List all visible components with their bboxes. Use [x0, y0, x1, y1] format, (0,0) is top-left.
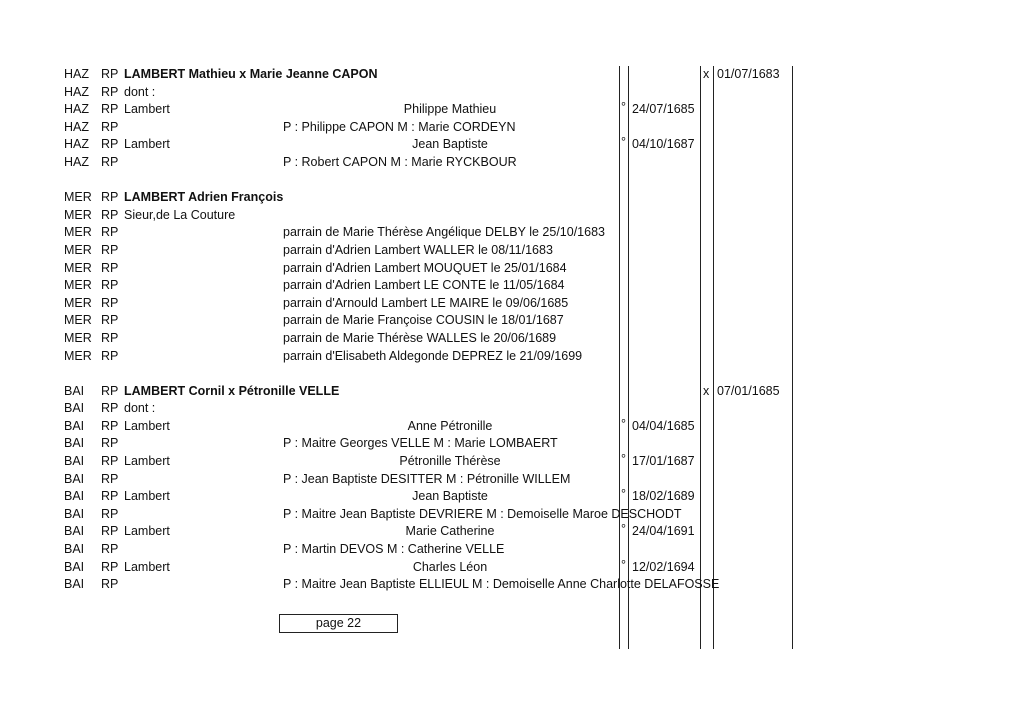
record-detail: P : Martin DEVOS M : Catherine VELLE	[283, 542, 505, 557]
record-row	[0, 418, 1024, 436]
record-row	[0, 189, 1024, 207]
page-number-box	[279, 614, 398, 633]
parish-code: MER	[64, 190, 92, 205]
record-row	[0, 471, 1024, 489]
source-code: RP	[101, 559, 119, 574]
record-name: LAMBERT Adrien François	[124, 190, 284, 205]
parish-code: BAI	[64, 506, 85, 521]
birth-date: 04/10/1687	[632, 137, 695, 152]
source-code: RP	[101, 506, 119, 521]
record-row	[0, 260, 1024, 278]
record-detail: parrain d'Elisabeth Aldegonde DEPREZ le 21/09/1699	[283, 348, 583, 363]
source-code: RP	[101, 524, 119, 539]
parish-code: MER	[64, 313, 92, 328]
record-row	[0, 101, 1024, 119]
record-detail: parrain d'Adrien Lambert LE CONTE le 11/05/1684	[283, 278, 565, 293]
birth-mark: °	[621, 487, 626, 502]
given-names: Anne Pétronille	[407, 418, 493, 433]
given-names: Jean Baptiste	[412, 137, 488, 152]
birth-mark: °	[621, 416, 626, 431]
record-row	[0, 207, 1024, 225]
source-code: RP	[101, 154, 119, 169]
parish-code: BAI	[64, 401, 85, 416]
source-code: RP	[101, 119, 119, 134]
parish-code: MER	[64, 242, 92, 257]
source-code: RP	[101, 418, 119, 433]
record-row	[0, 348, 1024, 366]
record-row	[0, 435, 1024, 453]
record-name: Lambert	[124, 524, 170, 539]
record-row	[0, 506, 1024, 524]
source-code: RP	[101, 102, 119, 117]
source-code: RP	[101, 278, 119, 293]
record-row	[0, 541, 1024, 559]
record-row	[0, 136, 1024, 154]
source-code: RP	[101, 225, 119, 240]
record-detail: parrain d'Adrien Lambert MOUQUET le 25/01/1684	[283, 260, 567, 275]
record-name: Lambert	[124, 454, 170, 469]
record-detail: P : Maitre Georges VELLE M : Marie LOMBAERT	[283, 436, 558, 451]
parish-code: HAZ	[64, 102, 89, 117]
record-row	[0, 242, 1024, 260]
parish-code: MER	[64, 278, 92, 293]
given-names: Marie Catherine	[405, 524, 495, 539]
parish-code: MER	[64, 330, 92, 345]
parish-code: MER	[64, 260, 92, 275]
birth-date: 24/07/1685	[632, 102, 695, 117]
section-gap	[0, 365, 1024, 383]
record-name: Lambert	[124, 418, 170, 433]
record-row	[0, 277, 1024, 295]
record-row	[0, 559, 1024, 577]
record-detail: P : Maitre Jean Baptiste DEVRIERE M : Demoiselle Maroe DESCHODT	[283, 506, 682, 521]
record-row	[0, 453, 1024, 471]
marriage-date: 01/07/1683	[717, 67, 780, 81]
record-row	[0, 119, 1024, 137]
record-name: Lambert	[124, 137, 170, 152]
source-code: RP	[101, 242, 119, 257]
source-code: RP	[101, 401, 119, 416]
record-name: Lambert	[124, 102, 170, 117]
birth-mark: °	[621, 135, 626, 150]
record-row	[0, 295, 1024, 313]
source-code: RP	[101, 383, 119, 398]
parish-code: HAZ	[64, 137, 89, 152]
birth-date: 12/02/1694	[632, 559, 695, 574]
source-code: RP	[101, 67, 119, 81]
parish-code: MER	[64, 207, 92, 222]
record-name: Lambert	[124, 559, 170, 574]
record-name: Lambert	[124, 489, 170, 504]
parish-code: MER	[64, 348, 92, 363]
section-gap	[0, 172, 1024, 190]
parish-code: MER	[64, 225, 92, 240]
source-code: RP	[101, 190, 119, 205]
given-names: Philippe Mathieu	[403, 102, 497, 117]
source-code: RP	[101, 542, 119, 557]
parish-code: HAZ	[64, 67, 89, 81]
source-code: RP	[101, 207, 119, 222]
record-row	[0, 84, 1024, 102]
birth-mark: °	[621, 452, 626, 467]
parish-code: HAZ	[64, 154, 89, 169]
record-row	[0, 488, 1024, 506]
record-row	[0, 523, 1024, 541]
record-name: dont :	[124, 84, 156, 99]
parish-code: BAI	[64, 524, 85, 539]
marriage-date: 07/01/1685	[717, 383, 780, 398]
record-row	[0, 312, 1024, 330]
birth-mark: °	[621, 100, 626, 115]
source-code: RP	[101, 454, 119, 469]
source-code: RP	[101, 471, 119, 486]
marriage-mark: x	[703, 383, 710, 398]
record-detail: P : Jean Baptiste DESITTER M : Pétronille WILLEM	[283, 471, 571, 486]
record-detail: P : Philippe CAPON M : Marie CORDEYN	[283, 119, 516, 134]
source-code: RP	[101, 436, 119, 451]
record-detail: P : Robert CAPON M : Marie RYCKBOUR	[283, 154, 517, 169]
record-name: LAMBERT Cornil x Pétronille VELLE	[124, 383, 340, 398]
source-code: RP	[101, 330, 119, 345]
parish-code: BAI	[64, 383, 85, 398]
given-names: Pétronille Thérèse	[399, 454, 501, 469]
birth-date: 04/04/1685	[632, 418, 695, 433]
parish-code: MER	[64, 295, 92, 310]
birth-mark: °	[621, 557, 626, 572]
parish-code: BAI	[64, 489, 85, 504]
record-list	[0, 66, 1024, 594]
birth-date: 18/02/1689	[632, 489, 695, 504]
record-detail: parrain de Marie Thérèse WALLES le 20/06/1689	[283, 330, 557, 345]
source-code: RP	[101, 489, 119, 504]
source-code: RP	[101, 295, 119, 310]
record-row	[0, 330, 1024, 348]
given-names: Charles Léon	[412, 559, 488, 574]
record-row	[0, 576, 1024, 594]
source-code: RP	[101, 313, 119, 328]
parish-code: BAI	[64, 577, 85, 592]
birth-mark: °	[621, 522, 626, 537]
record-row	[0, 400, 1024, 418]
record-name: dont :	[124, 401, 156, 416]
record-row	[0, 154, 1024, 172]
source-code: RP	[101, 260, 119, 275]
source-code: RP	[101, 84, 119, 99]
record-row	[0, 383, 1024, 401]
record-row	[0, 66, 1024, 84]
parish-code: BAI	[64, 559, 85, 574]
marriage-mark: x	[703, 67, 710, 81]
birth-date: 24/04/1691	[632, 524, 695, 539]
record-detail: parrain d'Arnould Lambert LE MAIRE le 09/06/1685	[283, 295, 569, 310]
record-row	[0, 224, 1024, 242]
record-name: LAMBERT Mathieu x Marie Jeanne CAPON	[124, 67, 378, 81]
source-code: RP	[101, 348, 119, 363]
record-name: Sieur,de La Couture	[124, 207, 236, 222]
parish-code: BAI	[64, 418, 85, 433]
parish-code: HAZ	[64, 84, 89, 99]
record-detail: parrain de Marie Thérèse Angélique DELBY le 25/10/1683	[283, 225, 605, 240]
parish-code: HAZ	[64, 119, 89, 134]
parish-code: BAI	[64, 471, 85, 486]
given-names: Jean Baptiste	[412, 489, 488, 504]
page-number: page 22	[315, 616, 362, 630]
parish-code: BAI	[64, 436, 85, 451]
record-detail: parrain de Marie Françoise COUSIN le 18/01/1687	[283, 313, 564, 328]
source-code: RP	[101, 577, 119, 592]
parish-code: BAI	[64, 454, 85, 469]
birth-date: 17/01/1687	[632, 454, 695, 469]
source-code: RP	[101, 137, 119, 152]
parish-code: BAI	[64, 542, 85, 557]
record-detail: P : Maitre Jean Baptiste ELLIEUL M : Demoiselle Anne Charlotte DELAFOSSE	[283, 577, 720, 592]
record-detail: parrain d'Adrien Lambert WALLER le 08/11/1683	[283, 242, 553, 257]
